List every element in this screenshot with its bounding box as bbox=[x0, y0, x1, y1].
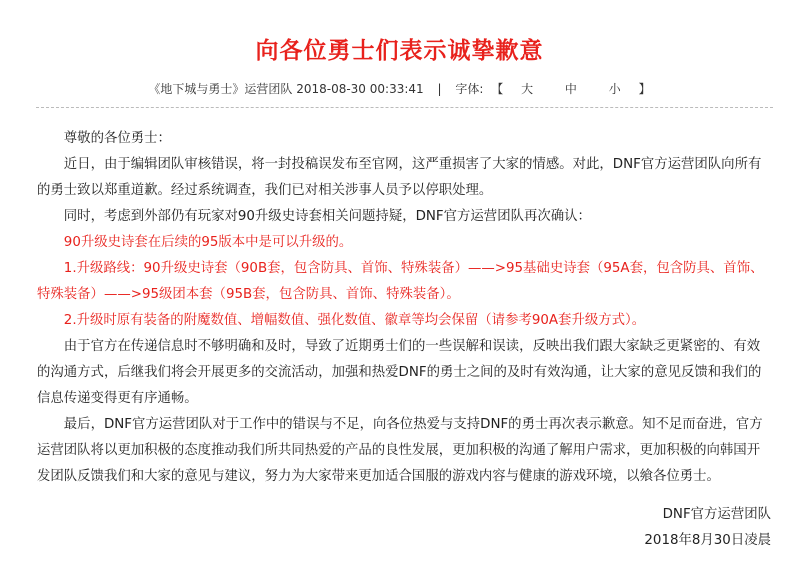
highlight-paragraph: 90升级史诗套在后续的95版本中是可以升级的。 bbox=[63, 235, 353, 250]
article-source: 《地下城与勇士》运营团队 bbox=[148, 82, 293, 96]
signature-date: 2018年8月30日凌晨 bbox=[644, 533, 771, 548]
meta-divider bbox=[36, 107, 773, 108]
confirmation-paragraph: 同时，考虑到外部仍有玩家对90升级史诗套相关问题持疑，DNF官方运营团队再次确认： bbox=[63, 209, 591, 224]
article-title: 向各位勇士们表示诚挚歉意 bbox=[255, 38, 544, 64]
meta-separator: | bbox=[437, 82, 442, 96]
apology-paragraph: 近日，由于编辑团队审核错误，将一封投稿误发布至官网，这严重损害了大家的情感。对此，DNF官方运营团队向所有的勇士致以郑重道歉。经过系统调查，我们已对相关涉事人员予以停职处理。 bbox=[37, 157, 762, 198]
font-size-large-button[interactable]: 大 bbox=[521, 82, 534, 96]
article-date: 2018-08-30 00:33:41 bbox=[296, 82, 424, 96]
font-size-bracket-close: 】 bbox=[638, 82, 651, 96]
signature-team: DNF官方运营团队 bbox=[662, 507, 771, 522]
upgrade-retain-paragraph: 2.升级时原有装备的附魔数值、增幅数值、强化数值、徽章等均会保留（请参考90A套升级方式）。 bbox=[63, 313, 646, 328]
upgrade-route-paragraph: 1.升级路线：90升级史诗套（90B套，包含防具、首饰、特殊装备）——>95基础史诗套（95A套，包含防具、首饰、特殊装备）——>95级团本套（95B套，包含防具、首饰、特殊装备）。 bbox=[37, 261, 764, 302]
greeting-paragraph: 尊敬的各位勇士： bbox=[63, 131, 171, 146]
font-size-bracket-open: 【 bbox=[491, 82, 504, 96]
article-body bbox=[37, 126, 772, 490]
font-size-small-button[interactable]: 小 bbox=[608, 82, 621, 96]
article-meta bbox=[0, 80, 799, 97]
font-size-medium-button[interactable]: 中 bbox=[564, 82, 577, 96]
closing-paragraph: 最后，DNF官方运营团队对于工作中的错误与不足，向各位热爱与支持DNF的勇士再次表示歉意。知不足而奋进，官方运营团队将以更加积极的态度推动我们所共同热爱的产品的良性发展，更加积极的沟通了解用户需求，更加积极的向韩国开发团队反馈我们和大家的意见与建议，努力为大家带来更加适合国服的游戏内容与健康的游戏环境，以飨各位勇士。 bbox=[37, 417, 763, 484]
font-size-label: 字体: bbox=[455, 82, 484, 96]
communication-paragraph: 由于官方在传递信息时不够明确和及时，导致了近期勇士们的一些误解和误读，反映出我们跟大家缺乏更紧密的、有效的沟通方式，后继我们将会开展更多的交流活动，加强和热爱DNF的勇士之间的及时有效沟通，让大家的意见反馈和我们的信息传递变得更有序通畅。 bbox=[37, 339, 762, 406]
